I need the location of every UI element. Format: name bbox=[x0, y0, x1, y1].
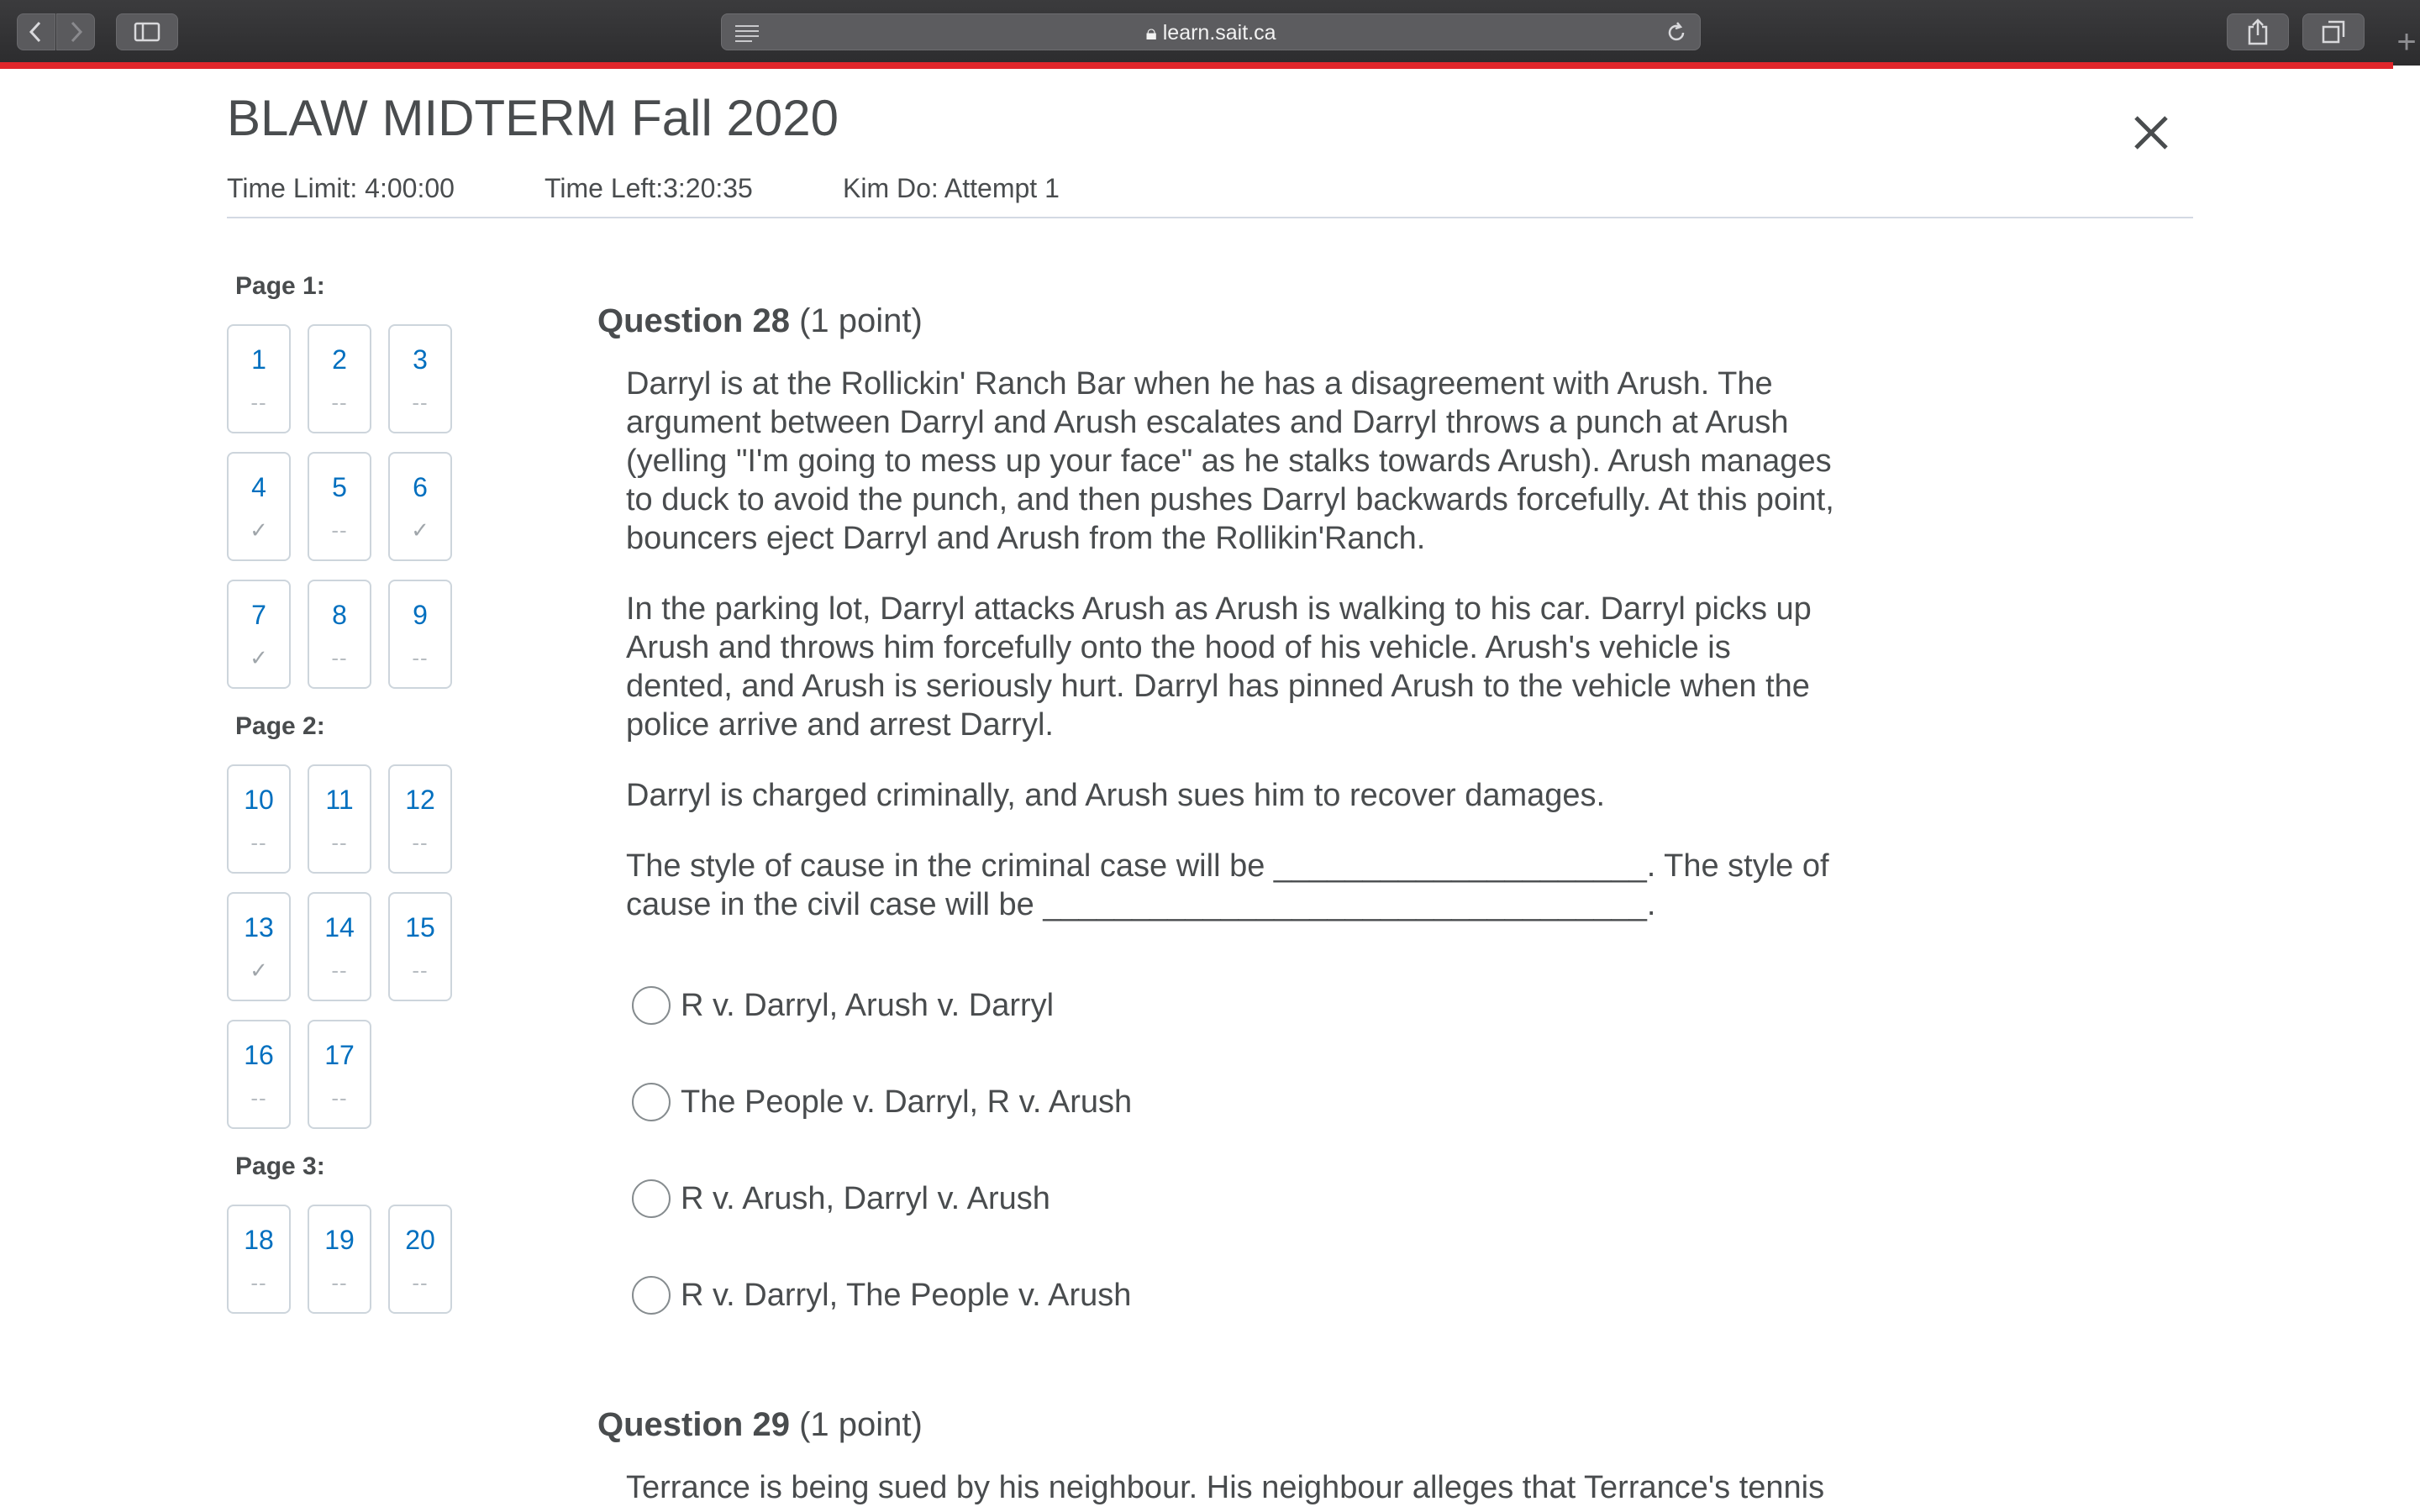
question-title: Question 28 bbox=[597, 302, 790, 339]
question-number: 6 bbox=[413, 472, 428, 502]
question-title: Question 29 bbox=[597, 1406, 790, 1443]
radio-button[interactable] bbox=[632, 1083, 671, 1121]
question-29-heading bbox=[597, 1406, 923, 1444]
question-tile-18[interactable] bbox=[227, 1205, 291, 1314]
question-number: 17 bbox=[324, 1040, 355, 1070]
new-tab-button[interactable] bbox=[2393, 15, 2420, 69]
question-tile-13[interactable] bbox=[227, 892, 291, 1001]
attempt-info: Kim Do: Attempt 1 bbox=[843, 173, 1060, 203]
question-tile-12[interactable] bbox=[388, 764, 452, 874]
page-title: BLAW MIDTERM Fall 2020 bbox=[227, 90, 839, 146]
checkmark-icon: ✓ bbox=[250, 517, 268, 543]
question-tile-11[interactable] bbox=[308, 764, 371, 874]
reload-icon[interactable] bbox=[1665, 21, 1688, 45]
tab-overview-button[interactable] bbox=[2302, 13, 2365, 50]
unanswered-indicator: -- bbox=[331, 645, 348, 670]
lock-icon: 🔒︎ bbox=[1145, 21, 1157, 45]
question-number: 9 bbox=[413, 600, 428, 630]
tabs-icon bbox=[2321, 19, 2346, 45]
checkmark-icon: ✓ bbox=[250, 958, 268, 983]
question-tile-10[interactable] bbox=[227, 764, 291, 874]
page-2-label: Page 2: bbox=[235, 712, 325, 740]
unanswered-indicator: -- bbox=[250, 390, 267, 415]
unanswered-indicator: -- bbox=[250, 1270, 267, 1295]
checkmark-icon: ✓ bbox=[250, 645, 268, 670]
question-paragraph: The style of cause in the criminal case will be _____________________. The style of cause in the civil case will be __________________________________. bbox=[626, 848, 1829, 922]
question-tile-3[interactable] bbox=[388, 324, 452, 433]
browser-toolbar bbox=[0, 0, 2420, 66]
unanswered-indicator: -- bbox=[412, 390, 429, 415]
back-button[interactable] bbox=[17, 13, 55, 50]
question-number: 2 bbox=[332, 344, 347, 375]
question-number: 14 bbox=[324, 912, 355, 942]
answer-option-4[interactable] bbox=[632, 1276, 1131, 1315]
question-number: 1 bbox=[251, 344, 266, 375]
question-number: 11 bbox=[325, 785, 354, 815]
question-number: 4 bbox=[251, 472, 266, 502]
unanswered-indicator: -- bbox=[412, 830, 429, 855]
question-number: 8 bbox=[332, 600, 347, 630]
time-limit: Time Limit: 4:00:00 bbox=[227, 173, 455, 203]
share-icon bbox=[2246, 18, 2270, 45]
sidebar-toggle-button[interactable] bbox=[116, 13, 178, 50]
question-tile-5[interactable] bbox=[308, 452, 371, 561]
question-tile-16[interactable] bbox=[227, 1020, 291, 1129]
question-number: 10 bbox=[244, 785, 274, 815]
question-tile-2[interactable] bbox=[308, 324, 371, 433]
question-tile-14[interactable] bbox=[308, 892, 371, 1001]
time-left: Time Left:3:20:35 bbox=[544, 173, 753, 203]
unanswered-indicator: -- bbox=[331, 390, 348, 415]
radio-button[interactable] bbox=[632, 1179, 671, 1218]
question-tile-7[interactable] bbox=[227, 580, 291, 689]
question-tile-19[interactable] bbox=[308, 1205, 371, 1314]
unanswered-indicator: -- bbox=[331, 830, 348, 855]
question-number: 19 bbox=[324, 1225, 355, 1255]
question-28-body bbox=[626, 365, 1836, 956]
question-number: 12 bbox=[405, 785, 435, 815]
brand-bar bbox=[0, 62, 2393, 69]
question-number: 3 bbox=[413, 344, 428, 375]
answer-option-2[interactable] bbox=[632, 1083, 1132, 1121]
question-tile-9[interactable] bbox=[388, 580, 452, 689]
option-label: R v. Darryl, Arush v. Darryl bbox=[681, 987, 1055, 1023]
question-number: 13 bbox=[244, 912, 274, 942]
question-number: 18 bbox=[244, 1225, 274, 1255]
page-3-label: Page 3: bbox=[235, 1152, 325, 1180]
unanswered-indicator: -- bbox=[331, 1085, 348, 1110]
question-tile-4[interactable] bbox=[227, 452, 291, 561]
unanswered-indicator: -- bbox=[250, 830, 267, 855]
question-tile-17[interactable] bbox=[308, 1020, 371, 1129]
question-tile-15[interactable] bbox=[388, 892, 452, 1001]
answer-option-1[interactable] bbox=[632, 986, 1054, 1025]
forward-button[interactable] bbox=[56, 13, 95, 50]
option-label: R v. Darryl, The People v. Arush bbox=[681, 1277, 1132, 1313]
option-label: The People v. Darryl, R v. Arush bbox=[681, 1084, 1133, 1120]
radio-button[interactable] bbox=[632, 1276, 671, 1315]
url-label: learn.sait.ca bbox=[1162, 21, 1276, 45]
answer-option-3[interactable] bbox=[632, 1179, 1050, 1218]
checkmark-icon: ✓ bbox=[411, 517, 429, 543]
question-number: 20 bbox=[405, 1225, 435, 1255]
chevron-left-icon bbox=[28, 20, 45, 44]
address-bar[interactable] bbox=[721, 13, 1701, 50]
plus-icon: + bbox=[2396, 24, 2417, 60]
option-label: R v. Arush, Darryl v. Arush bbox=[681, 1180, 1050, 1216]
header-divider bbox=[227, 217, 2193, 218]
question-tile-20[interactable] bbox=[388, 1205, 452, 1314]
question-29-text: Terrance is being sued by his neighbour. His neighbour alleges that Terrance's tennis bbox=[626, 1470, 1825, 1505]
unanswered-indicator: -- bbox=[331, 958, 348, 983]
unanswered-indicator: -- bbox=[412, 1270, 429, 1295]
sidebar-icon bbox=[134, 22, 160, 42]
url-text bbox=[722, 14, 1700, 51]
question-tile-8[interactable] bbox=[308, 580, 371, 689]
radio-button[interactable] bbox=[632, 986, 671, 1025]
unanswered-indicator: -- bbox=[412, 645, 429, 670]
question-number: 16 bbox=[244, 1040, 274, 1070]
share-button[interactable] bbox=[2227, 13, 2289, 50]
close-icon[interactable] bbox=[2128, 109, 2175, 156]
unanswered-indicator: -- bbox=[331, 1270, 348, 1295]
question-number: 15 bbox=[405, 912, 435, 942]
unanswered-indicator: -- bbox=[331, 517, 348, 543]
question-number: 5 bbox=[332, 472, 347, 502]
question-paragraph: Darryl is at the Rollickin' Ranch Bar when he has a disagreement with Arush. The argument between Darryl and Arush escalates and Darryl throws a punch at Arush (yelling "I'm going to mess up your face" as he stalks towards Arush). Arush manages to duck to avoid the punch, and then pushes Darryl backwards forcefully. At this point, bouncers eject Darryl and Arush from the Rollikin'Ranch. bbox=[626, 366, 1834, 556]
page-1-label: Page 1: bbox=[235, 272, 325, 300]
question-28-heading bbox=[597, 302, 923, 340]
question-tile-1[interactable] bbox=[227, 324, 291, 433]
question-points: (1 point) bbox=[799, 302, 923, 339]
unanswered-indicator: -- bbox=[250, 1085, 267, 1110]
question-tile-6[interactable] bbox=[388, 452, 452, 561]
chevron-right-icon bbox=[67, 20, 84, 44]
question-points: (1 point) bbox=[799, 1406, 923, 1443]
question-paragraph: Darryl is charged criminally, and Arush sues him to recover damages. bbox=[626, 778, 1606, 813]
unanswered-indicator: -- bbox=[412, 958, 429, 983]
question-number: 7 bbox=[251, 600, 266, 630]
question-paragraph: In the parking lot, Darryl attacks Arush as Arush is walking to his car. Darryl picks up Arush and throws him forcefully onto the hood of his vehicle. Arush's vehicle is dented, and Arush is seriously hurt. Darryl has pinned Arush to the vehicle when the police arrive and arrest Darryl. bbox=[626, 591, 1812, 743]
